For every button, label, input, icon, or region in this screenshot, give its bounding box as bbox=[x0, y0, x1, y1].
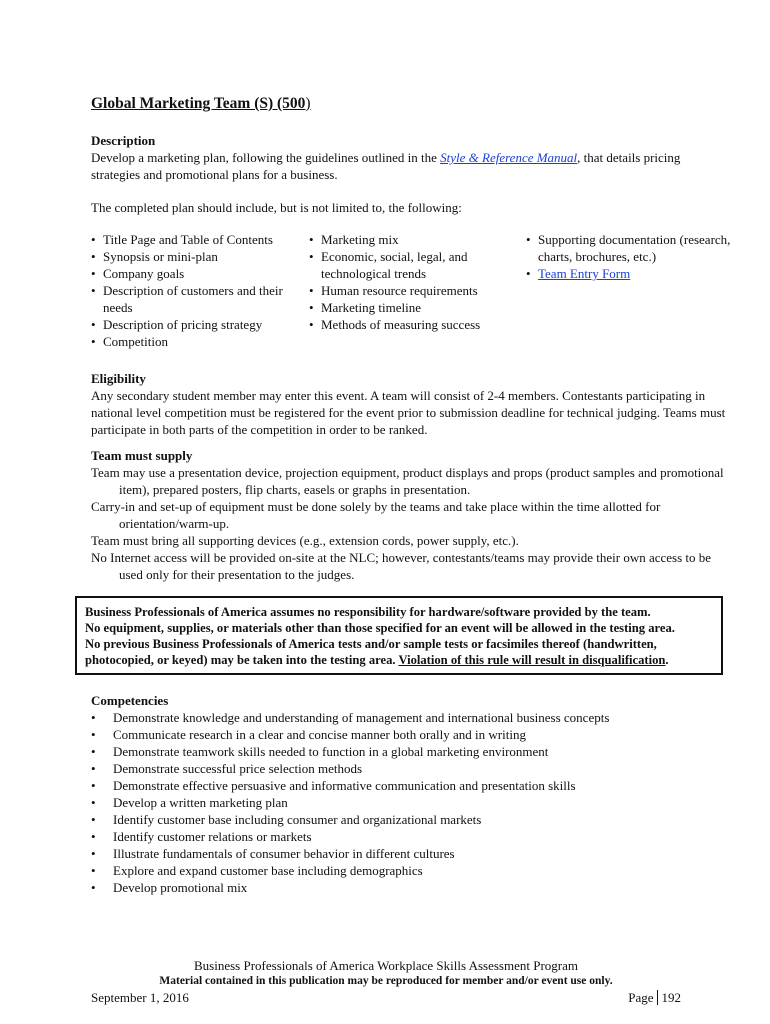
plan-intro: The completed plan should include, but is not limited to, the following: bbox=[91, 200, 462, 215]
list-item: • Economic, social, legal, and technological trends bbox=[309, 248, 509, 282]
eligibility-heading: Eligibility bbox=[91, 371, 146, 386]
disclaimer-line: No equipment, supplies, or materials other than those specified for an event will be allowed in the testing area. bbox=[85, 621, 675, 635]
disclaimer-line bbox=[85, 652, 713, 668]
list-item: • Illustrate fundamentals of consumer behavior in different cultures bbox=[91, 845, 726, 862]
team-supply-item: Team must bring all supporting devices (e.g., extension cords, power supply, etc.). bbox=[91, 533, 519, 548]
team-supply-section bbox=[91, 447, 726, 583]
team-supply-item: Team may use a presentation device, projection equipment, product displays and props (product samples and promotional item), prepared posters, flip charts, easels or graphs in presentation. bbox=[91, 465, 724, 497]
footer-program: Business Professionals of America Workplace Skills Assessment Program bbox=[194, 958, 578, 973]
list-item: • Synopsis or mini-plan bbox=[91, 248, 296, 265]
list-item: • Demonstrate knowledge and understanding of management and international business concepts bbox=[91, 709, 726, 726]
disclaimer-period: . bbox=[665, 653, 669, 667]
description-section bbox=[91, 132, 726, 183]
eligibility-text: Any secondary student member may enter this event. A team will consist of 2-4 members. Contestants participating in national level competition must be registered for the event prior to submission deadline for technical judging. Teams must participate in both parts of the competition in order to be ranked. bbox=[91, 388, 726, 437]
disclaimer-box bbox=[75, 596, 723, 675]
list-item: • Methods of measuring success bbox=[309, 316, 509, 333]
list-item: • Marketing mix bbox=[309, 231, 509, 248]
plan-items bbox=[91, 231, 731, 356]
page-number bbox=[628, 989, 681, 1006]
event-title-main: Global Marketing Team (S) (500 bbox=[91, 95, 306, 112]
footer-material-notice: Material contained in this publication may be reproduced for member and/or event use only. bbox=[159, 975, 613, 987]
disqualification-warning: Violation of this rule will result in disqualification bbox=[398, 653, 666, 667]
list-item: • Demonstrate teamwork skills needed to function in a global marketing environment bbox=[91, 743, 726, 760]
competencies-section bbox=[91, 692, 726, 896]
list-item: • Human resource requirements bbox=[309, 282, 509, 299]
plan-items-col-2 bbox=[309, 231, 509, 333]
list-item: • Description of customers and their needs bbox=[91, 282, 296, 316]
list-item: • Identify customer relations or markets bbox=[91, 828, 726, 845]
list-item: • Description of pricing strategy bbox=[91, 316, 296, 333]
eligibility-section bbox=[91, 370, 726, 438]
style-reference-manual-link[interactable]: Style & Reference Manual bbox=[440, 150, 578, 165]
list-item: • Supporting documentation (research, charts, brochures, etc.) bbox=[526, 231, 731, 265]
description-text bbox=[91, 149, 726, 183]
team-entry-form-item bbox=[526, 265, 731, 282]
description-heading: Description bbox=[91, 133, 156, 148]
description-text-after: , that details pricing strategies and promotional plans for a business. bbox=[91, 150, 681, 182]
plan-items-col-3 bbox=[526, 231, 731, 282]
competencies-heading: Competencies bbox=[91, 693, 169, 708]
team-supply-item: No Internet access will be provided on-site at the NLC; however, contestants/teams may provide their own access to be used only for their presentation to the judges. bbox=[91, 550, 712, 582]
event-title-close: ) bbox=[305, 95, 311, 112]
list-item: • Demonstrate successful price selection methods bbox=[91, 760, 726, 777]
list-item: • Identify customer base including consumer and organizational markets bbox=[91, 811, 726, 828]
list-item: • Competition bbox=[91, 333, 296, 350]
list-item: • Company goals bbox=[91, 265, 296, 282]
page-footer bbox=[91, 957, 681, 1006]
page-number-value: 192 bbox=[657, 990, 682, 1005]
list-item: • Develop a written marketing plan bbox=[91, 794, 726, 811]
page-label: Page bbox=[628, 990, 654, 1005]
list-item: • Explore and expand customer base including demographics bbox=[91, 862, 726, 879]
team-supply-heading: Team must supply bbox=[91, 448, 193, 463]
list-item: • Marketing timeline bbox=[309, 299, 509, 316]
footer-row bbox=[91, 989, 681, 1006]
event-title bbox=[91, 95, 311, 112]
footer-date: September 1, 2016 bbox=[91, 990, 189, 1005]
description-text-before: Develop a marketing plan, following the guidelines outlined in the bbox=[91, 150, 441, 165]
disclaimer-line: No previous Business Professionals of America tests and/or sample tests or facsimiles thereof (handwritten, bbox=[85, 637, 657, 651]
disclaimer-line: Business Professionals of America assumes no responsibility for hardware/software provided by the team. bbox=[85, 605, 651, 619]
list-item: • Communicate research in a clear and concise manner both orally and in writing bbox=[91, 726, 726, 743]
team-supply-item: Carry-in and set-up of equipment must be done solely by the teams and take place within the time allotted for orientation/warm-up. bbox=[91, 499, 661, 531]
list-item: • Title Page and Table of Contents bbox=[91, 231, 296, 248]
list-item: • Develop promotional mix bbox=[91, 879, 726, 896]
disclaimer-text: photocopied, or keyed) may be taken into the testing area. bbox=[85, 653, 399, 667]
list-item: • Demonstrate effective persuasive and informative communication and presentation skills bbox=[91, 777, 726, 794]
plan-items-col-1 bbox=[91, 231, 296, 350]
team-entry-form-link[interactable]: Team Entry Form bbox=[538, 266, 631, 281]
